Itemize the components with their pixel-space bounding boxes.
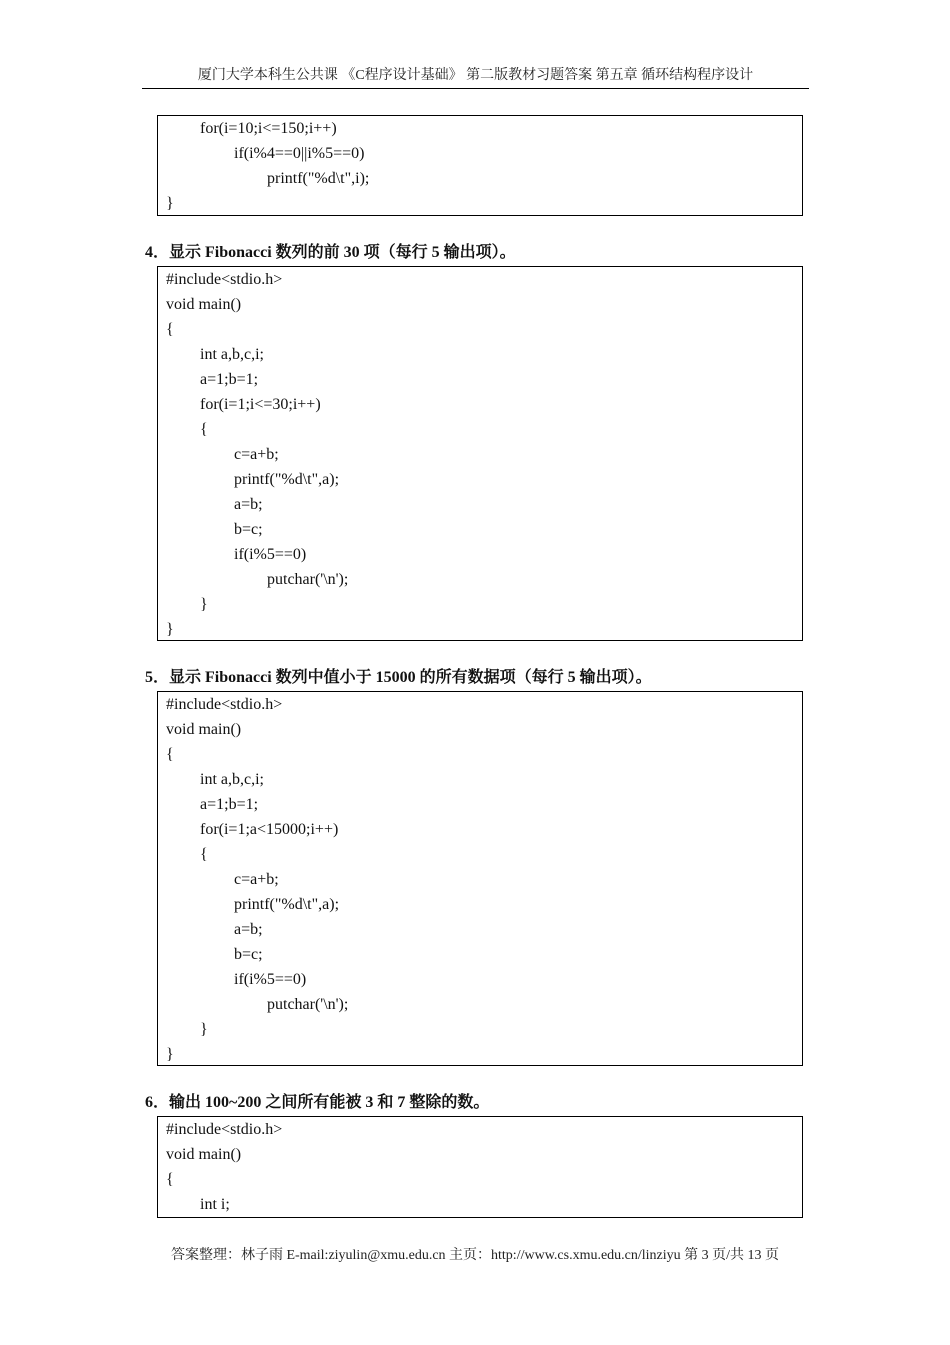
code-line: { <box>200 421 208 438</box>
code-line: { <box>166 746 174 763</box>
code-line: } <box>166 1046 174 1063</box>
code-block-q6 <box>157 1116 803 1218</box>
code-line: printf("%d\t",i); <box>267 170 370 187</box>
code-line: { <box>166 1171 174 1188</box>
code-line: if(i%5==0) <box>234 971 307 988</box>
header-text: 厦门大学本科生公共课 《C程序设计基础》 第二版教材习题答案 第五章 循环结构程序设计 <box>197 68 754 83</box>
code-line: a=b; <box>234 496 263 513</box>
page-header <box>142 66 809 89</box>
code-line: #include<stdio.h> <box>166 1121 283 1138</box>
question-5-heading <box>145 667 652 689</box>
code-line: b=c; <box>234 521 263 538</box>
question-title: 显示 Fibonacci 数列的前 30 项（每行 5 输出项）。 <box>169 244 516 261</box>
code-line: void main() <box>166 296 242 313</box>
code-line: a=1;b=1; <box>200 371 259 388</box>
code-line: int a,b,c,i; <box>200 771 264 788</box>
code-line: } <box>166 621 174 638</box>
code-line: void main() <box>166 1146 242 1163</box>
code-block-q4 <box>157 266 803 641</box>
code-block-previous <box>157 115 803 216</box>
code-line: for(i=1;i<=30;i++) <box>200 396 321 413</box>
code-line: putchar('\n'); <box>267 571 349 588</box>
code-line: } <box>200 596 208 613</box>
question-number: 4． <box>145 244 170 261</box>
question-4-heading <box>145 242 516 264</box>
code-line: if(i%5==0) <box>234 546 307 563</box>
code-line: } <box>166 195 174 212</box>
code-line: void main() <box>166 721 242 738</box>
question-number: 5． <box>145 669 170 686</box>
code-line: b=c; <box>234 946 263 963</box>
code-block-q5 <box>157 691 803 1066</box>
code-line: { <box>200 846 208 863</box>
code-line: { <box>166 321 174 338</box>
question-number: 6． <box>145 1094 170 1111</box>
code-line: for(i=10;i<=150;i++) <box>200 120 337 137</box>
code-line: } <box>200 1021 208 1038</box>
code-line: c=a+b; <box>234 871 279 888</box>
question-6-heading <box>145 1092 489 1114</box>
code-line: #include<stdio.h> <box>166 696 283 713</box>
code-line: if(i%4==0||i%5==0) <box>234 145 365 162</box>
question-title: 输出 100~200 之间所有能被 3 和 7 整除的数。 <box>169 1094 490 1111</box>
code-line: int i; <box>200 1196 230 1213</box>
code-line: a=1;b=1; <box>200 796 259 813</box>
code-line: c=a+b; <box>234 446 279 463</box>
code-line: int a,b,c,i; <box>200 346 264 363</box>
code-line: printf("%d\t",a); <box>234 896 340 913</box>
code-line: printf("%d\t",a); <box>234 471 340 488</box>
code-line: a=b; <box>234 921 263 938</box>
question-title: 显示 Fibonacci 数列中值小于 15000 的所有数据项（每行 5 输出项）。 <box>169 669 652 686</box>
code-line: #include<stdio.h> <box>166 271 283 288</box>
code-line: putchar('\n'); <box>267 996 349 1013</box>
page-footer <box>0 1246 950 1266</box>
footer-text: 答案整理：林子雨 E-mail:ziyulin@xmu.edu.cn 主页：http://www.cs.xmu.edu.cn/linziyu 第 3 页/共 13 页 <box>170 1248 780 1263</box>
code-line: for(i=1;a<15000;i++) <box>200 821 339 838</box>
